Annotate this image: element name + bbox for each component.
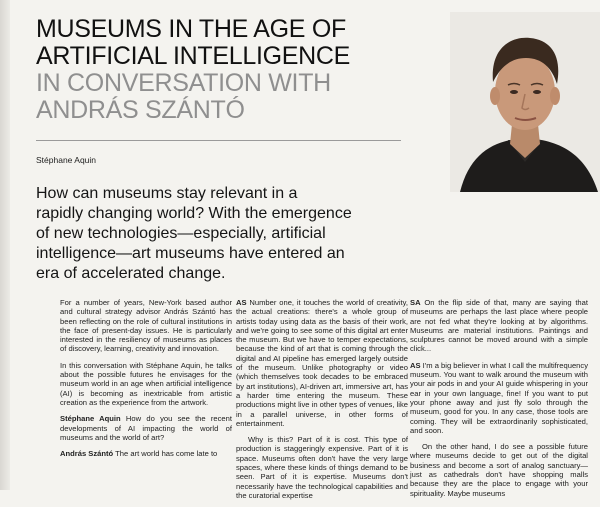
intro-paragraph: For a number of years, New-York based author and cultural strategy advisor András Szántó has been reflecting on the role of cultural institutions in the face of present-day issues. He is particularly interested in the resiliency of museums as places of discovery, learning, creativity and innovation. (60, 298, 232, 354)
speaker-name: Stéphane Aquin (60, 414, 121, 424)
byline: Stéphane Aquin (36, 155, 97, 165)
body-column-1 (60, 298, 232, 465)
interview-answer (60, 449, 232, 458)
lede-line: era of accelerated change. (36, 265, 226, 282)
lede-line: intelligence—art museums have entered an (36, 245, 345, 262)
portrait-photo (450, 12, 600, 192)
subtitle-line-2: ANDRÁS SZÁNTÓ (36, 96, 245, 124)
intro-paragraph: In this conversation with Stéphane Aquin, he talks about the possible futures he envisages for the museum world in an age when artificial intelligence (AI) is becoming as inextricable from artistic creation as the experience from the artwork. (60, 360, 232, 407)
title-line-2: ARTIFICIAL INTELLIGENCE (36, 42, 351, 70)
lede-paragraph (36, 184, 416, 284)
body-paragraph: On the other hand, I do see a possible future where museums decide to get out of the digital business and become a sort of analog sanctuary—just as cathedrals don't have shopping malls because they are the place to engage with your spirituality. Maybe museums (410, 442, 588, 498)
body-paragraph: Why is this? Part of it is cost. This type of production is staggeringly expensive. Part of it is space. Museums often don't have the very large spaces, where these kinds of things demand to be seen. Part of it is expertise. Museums don't necessarily have the technological capabilities and the curatorial expertise (236, 435, 408, 500)
interview-question (60, 414, 232, 442)
speaker-name: AS (410, 360, 421, 370)
page-gutter-shadow (0, 0, 10, 490)
body-column-2 (236, 298, 408, 507)
speaker-name: SA (410, 298, 421, 307)
answer-text: The art world has come late to (113, 449, 218, 459)
subtitle-line-1: IN CONVERSATION WITH (36, 69, 331, 97)
interview-question (410, 298, 588, 354)
lede-line: of new technologies—especially, artificial (36, 225, 326, 242)
interview-answer (410, 361, 588, 435)
article-title (36, 16, 416, 124)
speaker-name: András Szántó (60, 449, 114, 459)
title-line-1: MUSEUMS IN THE AGE OF (36, 15, 346, 43)
lede-line: How can museums stay relevant in a (36, 185, 298, 202)
answer-text: Number one, it touches the world of creativity, the actual creations: there's a whole group of artists today using data as the basis of their work, and we're going to see some of this digital art enter the museum. But we have to temper expectations, because the kind of art that is coming through the digital and AI pipeline has emerged largely outside of the museum. Unlike photography or video (which themselves took decades to be embraced by art institutions), AI-driven art, immersive art, has a harder time entering the museum. These productions might live in other types of venues, like in a parallel universe, in other forms of entertainment. (236, 298, 408, 428)
question-text: On the flip side of that, many are saying that museums are perhaps the last place where people are not fed what they're looking at by algorithms. Museums are material institutions. Paintings and sculptures cannot be moved around with a simple click... (410, 298, 588, 354)
lede-line: rapidly changing world? With the emergence (36, 205, 352, 222)
body-column-3 (410, 298, 588, 505)
interview-answer (236, 298, 408, 428)
portrait-illustration (450, 12, 600, 192)
header-divider (36, 140, 401, 141)
answer-text: I'm a big believer in what I call the multifrequency museum. You want to walk around the museum with your air pods in and your AI guide whispering in your ear in your own language, fine! If you want to put your phone away and just fly solo through the museum, good for you. In any case, those tools are coming. They will be extraordinarily sophisticated, and soon. (410, 360, 588, 435)
speaker-name: AS (236, 298, 247, 307)
question-text: How do you see the recent developments of AI impacting the world of museums and the world of art? (60, 414, 232, 442)
